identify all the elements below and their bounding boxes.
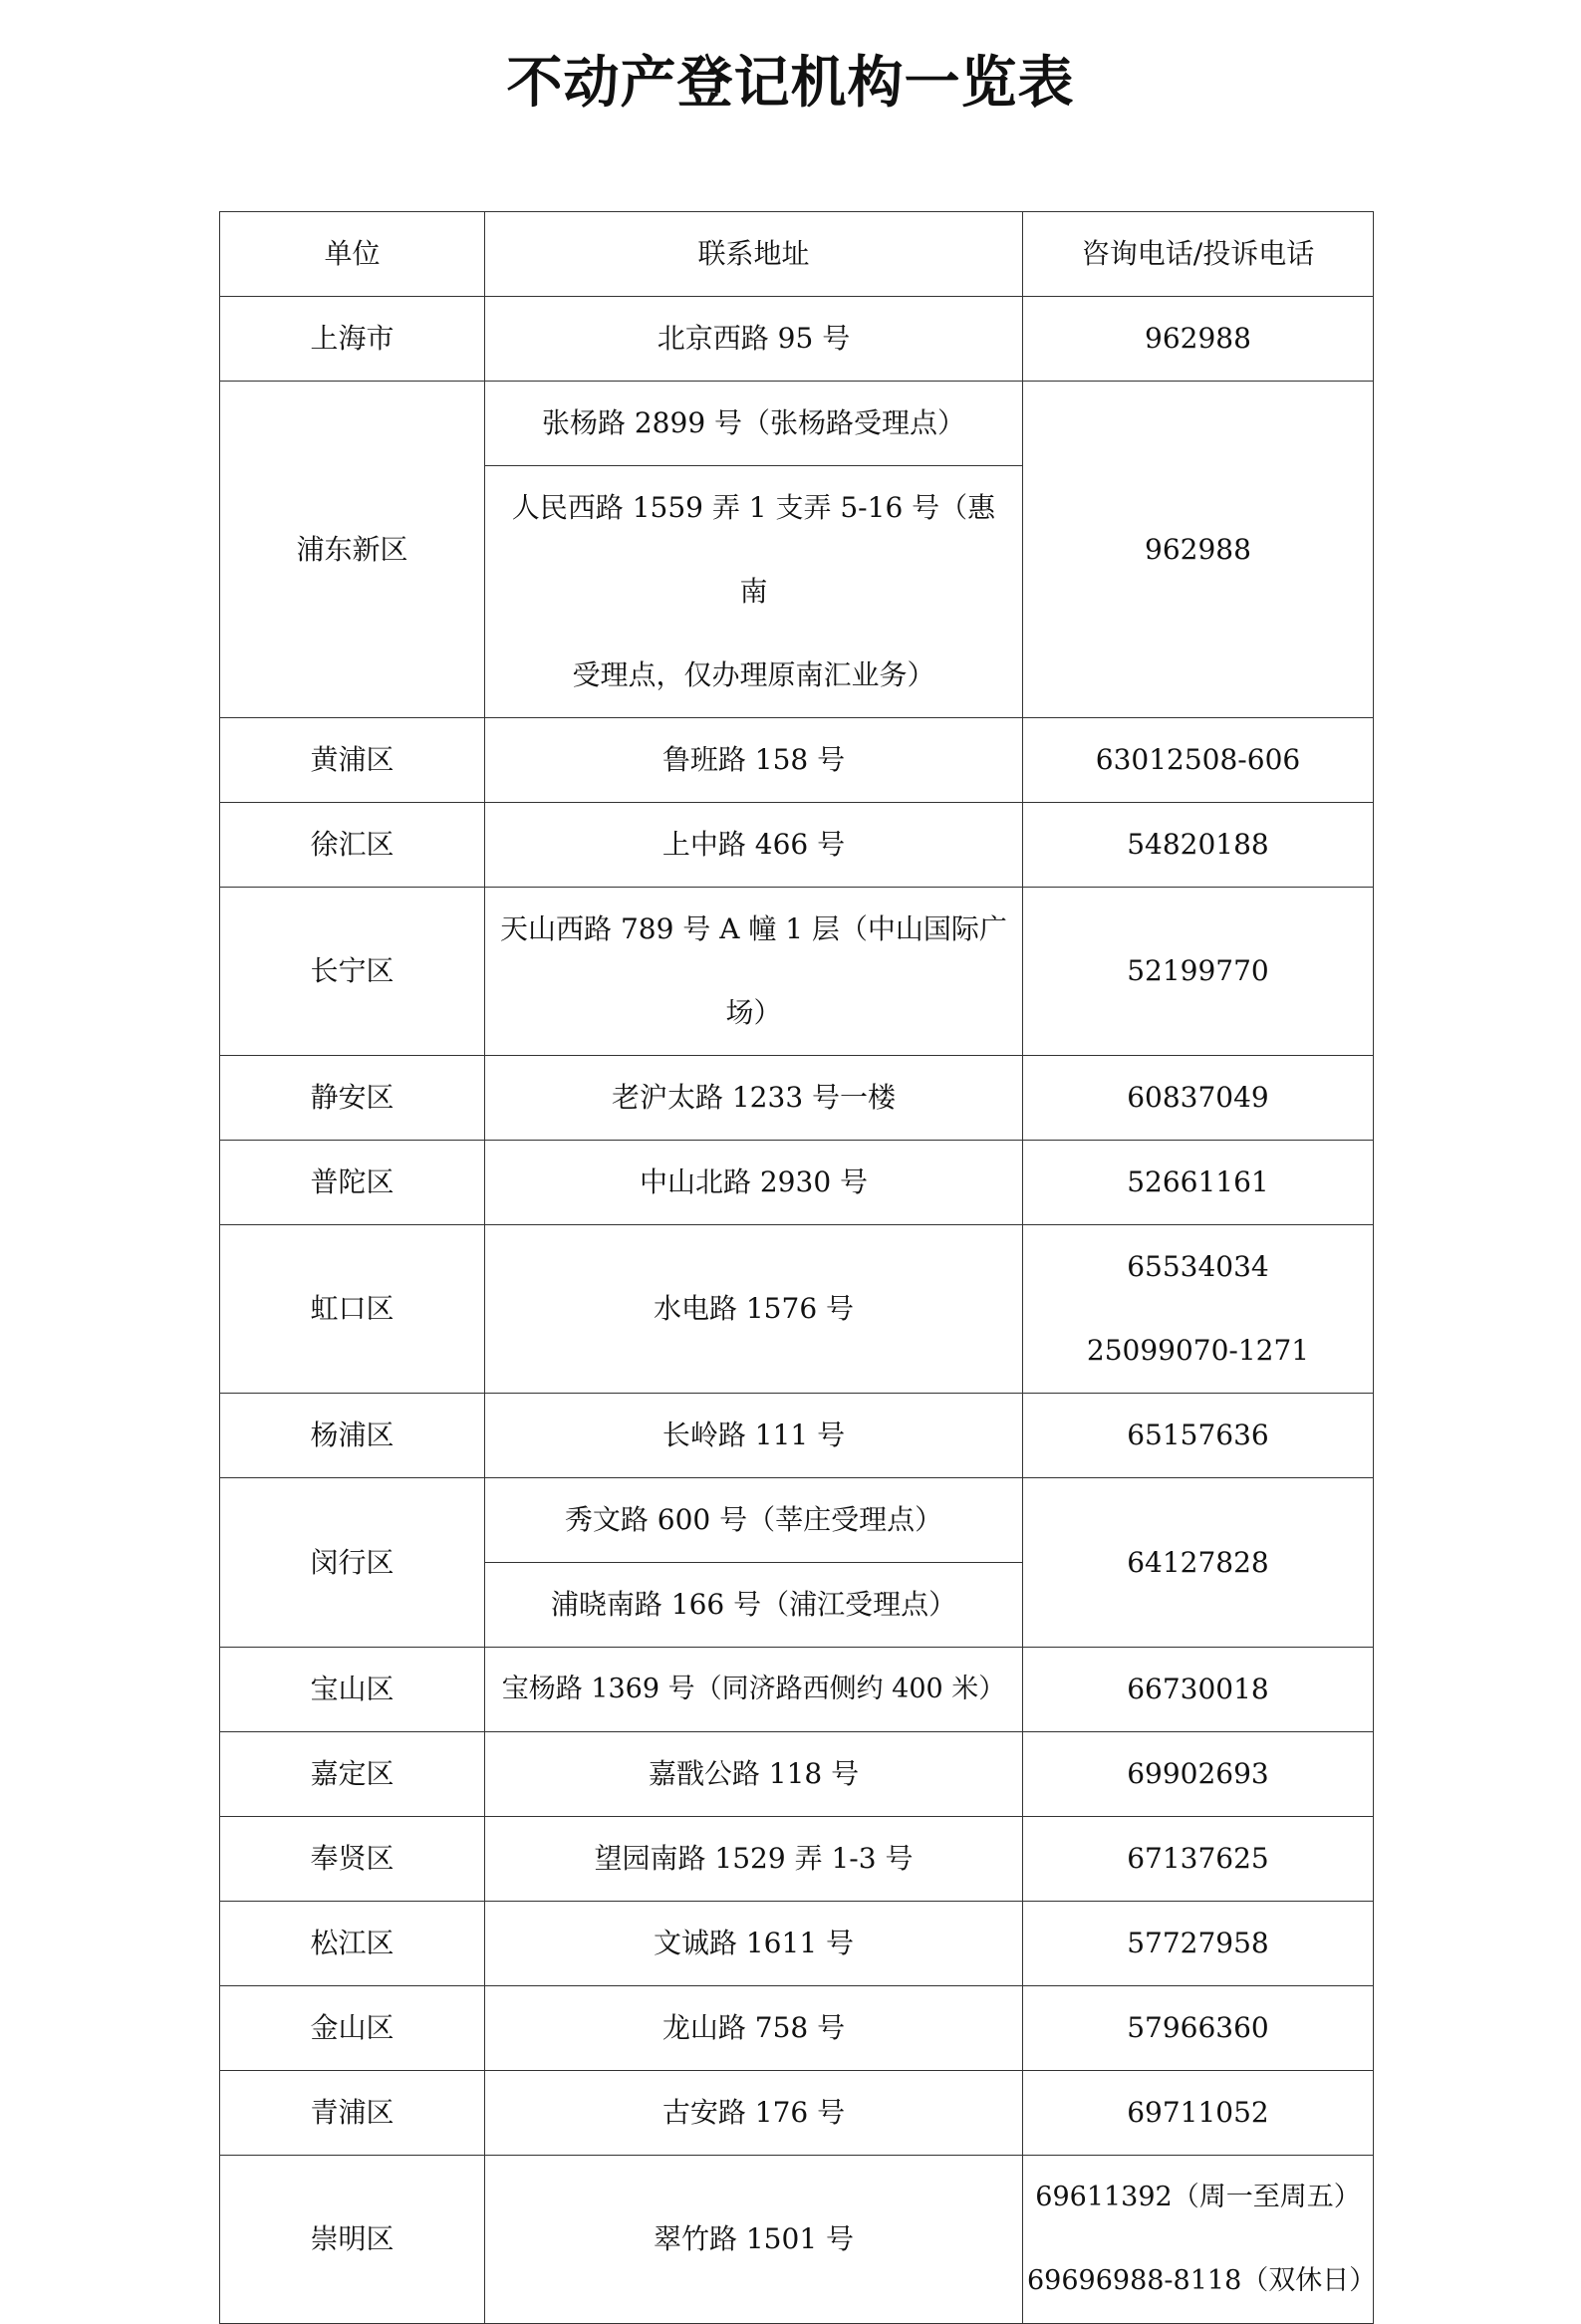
table-row [220, 1056, 1374, 1141]
cell-address: 长岭路 111 号 [485, 1394, 1023, 1478]
cell-phone: 52661161 [1023, 1141, 1374, 1225]
address-line: 受理点，仅办理原南汇业务） [572, 658, 935, 691]
cell-phone: 52199770 [1023, 888, 1374, 1056]
cell-unit: 静安区 [220, 1056, 485, 1141]
cell-phone: 65157636 [1023, 1394, 1374, 1478]
cell-unit: 长宁区 [220, 888, 485, 1056]
phone-line: 69611392（周一至周五） [1035, 2182, 1361, 2212]
cell-address: 翠竹路 1501 号 [485, 2156, 1023, 2324]
cell-unit: 虹口区 [220, 1225, 485, 1394]
cell-phone [1023, 2156, 1377, 2324]
cell-unit: 松江区 [220, 1902, 485, 1986]
phone-line: 65534034 [1127, 1250, 1269, 1283]
cell-unit: 杨浦区 [220, 1394, 485, 1478]
cell-address: 嘉戬公路 118 号 [485, 1732, 1023, 1817]
address-line: 人民西路 1559 弄 1 支弄 5-16 号（惠南 [511, 491, 996, 608]
cell-unit: 徐汇区 [220, 803, 485, 888]
phone-line: 69696988-8118（双休日） [1027, 2265, 1377, 2296]
table-row [220, 1902, 1374, 1986]
cell-address: 上中路 466 号 [485, 803, 1023, 888]
cell-unit: 宝山区 [220, 1648, 485, 1732]
cell-address: 水电路 1576 号 [485, 1225, 1023, 1394]
cell-address [485, 466, 1023, 718]
cell-unit: 普陀区 [220, 1141, 485, 1225]
cell-address: 龙山路 758 号 [485, 1986, 1023, 2071]
cell-address: 文诚路 1611 号 [485, 1902, 1023, 1986]
table-row [220, 1478, 1374, 1563]
cell-phone: 962988 [1023, 297, 1374, 382]
cell-address: 浦晓南路 166 号（浦江受理点） [485, 1563, 1023, 1648]
cell-address: 宝杨路 1369 号（同济路西侧约 400 米） [485, 1648, 1023, 1732]
cell-phone: 69711052 [1023, 2071, 1374, 2156]
cell-phone: 60837049 [1023, 1056, 1374, 1141]
table-row [220, 2156, 1374, 2324]
cell-unit: 嘉定区 [220, 1732, 485, 1817]
table-row [220, 888, 1374, 1056]
table-row [220, 718, 1374, 803]
cell-unit: 上海市 [220, 297, 485, 382]
cell-phone: 64127828 [1023, 1478, 1374, 1648]
cell-address: 中山北路 2930 号 [485, 1141, 1023, 1225]
table-row [220, 1394, 1374, 1478]
table-row [220, 1986, 1374, 2071]
cell-unit: 青浦区 [220, 2071, 485, 2156]
cell-address: 老沪太路 1233 号一楼 [485, 1056, 1023, 1141]
table-row [220, 382, 1374, 466]
table-row [220, 2071, 1374, 2156]
cell-phone: 962988 [1023, 382, 1374, 718]
table-header-row [220, 212, 1374, 297]
cell-unit: 闵行区 [220, 1478, 485, 1648]
page-title: 不动产登记机构一览表 [506, 51, 1075, 116]
table-row [220, 1817, 1374, 1902]
header-unit: 单位 [220, 212, 485, 297]
cell-address: 望园南路 1529 弄 1-3 号 [485, 1817, 1023, 1902]
cell-phone: 69902693 [1023, 1732, 1374, 1817]
cell-address: 张杨路 2899 号（张杨路受理点） [485, 382, 1023, 466]
cell-phone: 54820188 [1023, 803, 1374, 888]
header-address: 联系地址 [485, 212, 1023, 297]
cell-unit: 浦东新区 [220, 382, 485, 718]
table-row [220, 1732, 1374, 1817]
table-row [220, 1141, 1374, 1225]
cell-address [485, 888, 1023, 1056]
cell-phone: 63012508-606 [1023, 718, 1374, 803]
table-row [220, 803, 1374, 888]
phone-line: 25099070-1271 [1086, 1334, 1310, 1367]
header-phone: 咨询电话/投诉电话 [1023, 212, 1374, 297]
address-line: 场） [725, 996, 782, 1029]
table-row [220, 1225, 1374, 1394]
cell-unit: 金山区 [220, 1986, 485, 2071]
cell-unit: 奉贤区 [220, 1817, 485, 1902]
registry-table [219, 211, 1377, 2324]
table-row [220, 297, 1374, 382]
cell-address: 秀文路 600 号（莘庄受理点） [485, 1478, 1023, 1563]
cell-address: 古安路 176 号 [485, 2071, 1023, 2156]
table-row [220, 1648, 1374, 1732]
cell-address: 北京西路 95 号 [485, 297, 1023, 382]
cell-unit: 崇明区 [220, 2156, 485, 2324]
cell-phone: 66730018 [1023, 1648, 1374, 1732]
cell-unit: 黄浦区 [220, 718, 485, 803]
cell-phone: 67137625 [1023, 1817, 1374, 1902]
cell-phone [1023, 1225, 1374, 1394]
cell-address: 鲁班路 158 号 [485, 718, 1023, 803]
address-line: 天山西路 789 号 A 幢 1 层（中山国际广 [500, 912, 1007, 945]
cell-phone: 57966360 [1023, 1986, 1374, 2071]
cell-phone: 57727958 [1023, 1902, 1374, 1986]
